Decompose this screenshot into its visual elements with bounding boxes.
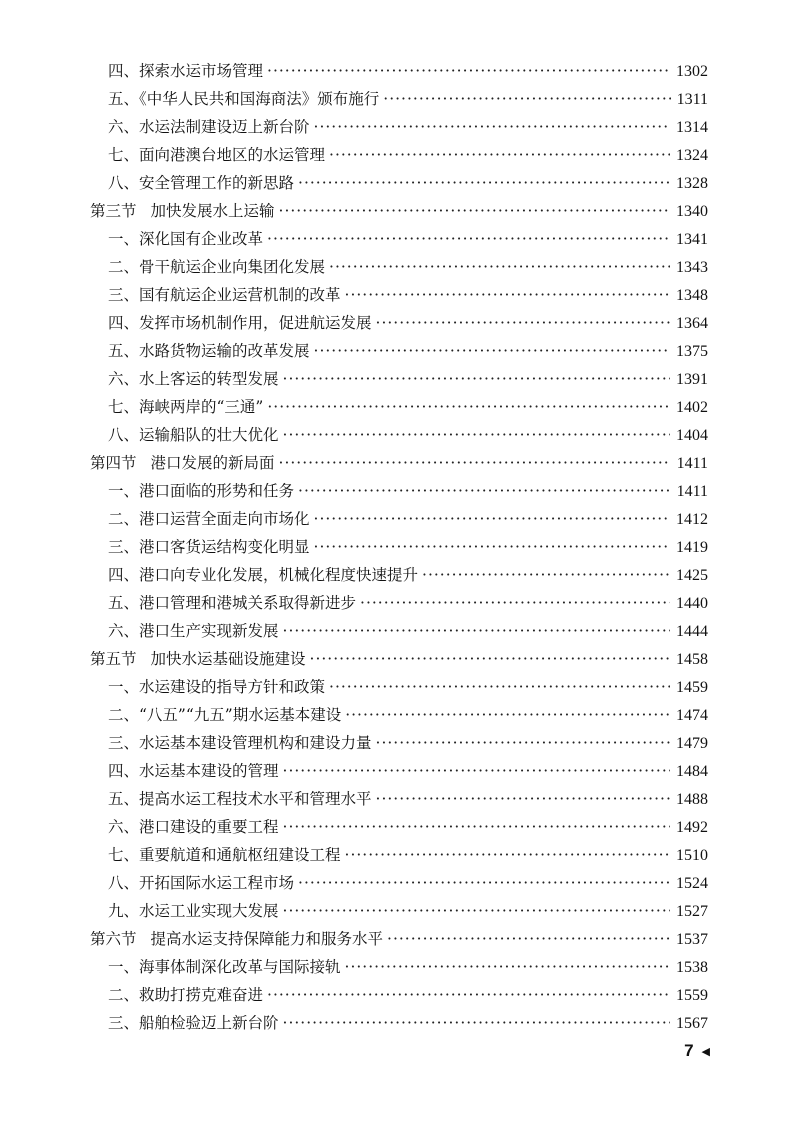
toc-page-number: 1340 (676, 203, 708, 220)
dot-leader (314, 337, 670, 365)
toc-entry-title: 一、水运建设的指导方针和政策 (108, 678, 326, 696)
toc-entry-title: 五、港口管理和港城关系取得新进步 (108, 594, 357, 612)
toc-entry (90, 1009, 708, 1037)
toc-entry (90, 953, 708, 981)
toc-entry-title: 五、提高水运工程技术水平和管理水平 (108, 790, 372, 808)
dot-leader (310, 645, 670, 673)
toc-page-number: 1559 (676, 987, 708, 1004)
dot-leader (376, 785, 670, 813)
toc-page-number: 1324 (676, 147, 708, 164)
toc-page-number: 1459 (676, 679, 708, 696)
dot-leader (279, 197, 670, 225)
toc-section-entry (90, 449, 708, 477)
toc-page-number: 1314 (676, 119, 708, 136)
toc-page-number: 1419 (676, 539, 708, 556)
toc-page-number: 1375 (676, 343, 708, 360)
dot-leader (267, 393, 670, 421)
toc-page-number: 1348 (676, 287, 708, 304)
dot-leader (298, 169, 670, 197)
dot-leader (329, 253, 670, 281)
toc-entry-title: 二、“八五”“九五”期水运基本建设 (108, 706, 342, 724)
toc-entry (90, 57, 708, 85)
dot-leader (360, 589, 670, 617)
toc-page-number: 1411 (676, 483, 708, 500)
toc-page-number: 1537 (676, 931, 708, 948)
dot-leader (329, 141, 670, 169)
toc-entry (90, 309, 708, 337)
toc-page-number: 1328 (676, 175, 708, 192)
toc-entry-title: 四、探索水运市场管理 (108, 62, 264, 80)
toc-page-number: 1524 (676, 875, 708, 892)
toc-section-number: 第五节 (90, 650, 137, 668)
left-triangle-icon: ◀ (701, 1045, 710, 1058)
dot-leader (314, 505, 670, 533)
dot-leader (314, 113, 670, 141)
toc-entry (90, 393, 708, 421)
dot-leader (267, 57, 670, 85)
dot-leader (283, 617, 670, 645)
toc-entry (90, 757, 708, 785)
toc-entry (90, 225, 708, 253)
toc-section-number: 第四节 (90, 454, 137, 472)
toc-entry-title: 一、深化国有企业改革 (108, 230, 264, 248)
toc-entry-title: 三、港口客货运结构变化明显 (108, 538, 310, 556)
dot-leader (383, 85, 670, 113)
dot-leader (329, 673, 670, 701)
toc-page-number: 1474 (676, 707, 708, 724)
toc-page-number: 1458 (676, 651, 708, 668)
toc-entry (90, 253, 708, 281)
toc-entry-title: 四、发挥市场机制作用，促进航运发展 (108, 314, 372, 332)
toc-entry-title: 七、面向港澳台地区的水运管理 (108, 146, 326, 164)
toc-section-entry (90, 645, 708, 673)
dot-leader (283, 365, 670, 393)
dot-leader (345, 841, 670, 869)
toc-entry (90, 729, 708, 757)
toc-page-number: 1479 (676, 735, 708, 752)
page-number: 7 (684, 1041, 694, 1060)
dot-leader (376, 729, 670, 757)
toc-entry-title: 二、救助打捞克难奋进 (108, 986, 264, 1004)
toc-page-number: 1510 (676, 847, 708, 864)
toc-entry-title: 八、开拓国际水运工程市场 (108, 874, 295, 892)
toc-entry-title: 六、港口生产实现新发展 (108, 622, 279, 640)
toc-page-number: 1404 (676, 427, 708, 444)
toc-page-number: 1567 (676, 1015, 708, 1032)
toc-page-number: 1527 (676, 903, 708, 920)
toc-page-number: 1440 (676, 595, 708, 612)
dot-leader (267, 225, 670, 253)
dot-leader (422, 561, 670, 589)
toc-page-number: 1484 (676, 763, 708, 780)
toc-entry-title: 五、水路货物运输的改革发展 (108, 342, 310, 360)
toc-entry-title: 港口发展的新局面 (150, 454, 275, 472)
toc-entry-title: 一、海事体制深化改革与国际接轨 (108, 958, 341, 976)
toc-page-number: 1488 (676, 791, 708, 808)
dot-leader (298, 477, 671, 505)
dot-leader (376, 309, 670, 337)
toc-entry-title: 四、水运基本建设的管理 (108, 762, 279, 780)
toc-entry (90, 141, 708, 169)
toc-entry (90, 169, 708, 197)
toc-entry (90, 421, 708, 449)
toc-entry-title: 三、国有航运企业运营机制的改革 (108, 286, 341, 304)
toc-entry (90, 533, 708, 561)
toc-entry-title: 七、重要航道和通航枢纽建设工程 (108, 846, 341, 864)
toc-page-number: 1364 (676, 315, 708, 332)
toc-entry (90, 505, 708, 533)
toc-section-entry (90, 925, 708, 953)
page-folio (684, 1041, 710, 1061)
toc-page-number: 1411 (676, 455, 708, 472)
dot-leader (314, 533, 670, 561)
dot-leader (345, 281, 670, 309)
toc-entry (90, 337, 708, 365)
toc-entry (90, 981, 708, 1009)
toc-entry (90, 589, 708, 617)
toc-entry (90, 869, 708, 897)
toc-page-number: 1391 (676, 371, 708, 388)
toc-entry (90, 617, 708, 645)
dot-leader (387, 925, 670, 953)
toc-entry-title: 一、港口面临的形势和任务 (108, 482, 295, 500)
toc-entry-title: 四、港口向专业化发展，机械化程度快速提升 (108, 566, 419, 584)
toc-entry-title: 二、骨干航运企业向集团化发展 (108, 258, 326, 276)
toc-section-number: 第六节 (90, 930, 137, 948)
toc-entry-title: 五、《中华人民共和国海商法》颁布施行 (108, 90, 380, 108)
dot-leader (283, 1009, 670, 1037)
toc-entry-title: 九、水运工业实现大发展 (108, 902, 279, 920)
toc-entry-title: 二、港口运营全面走向市场化 (108, 510, 310, 528)
toc-entry (90, 113, 708, 141)
toc-entry (90, 897, 708, 925)
dot-leader (345, 953, 670, 981)
toc-page-number: 1412 (676, 511, 708, 528)
toc-page-number: 1402 (676, 399, 708, 416)
toc-page-number: 1492 (676, 819, 708, 836)
dot-leader (279, 449, 671, 477)
dot-leader (283, 813, 670, 841)
toc-page-number: 1444 (676, 623, 708, 640)
toc-entry (90, 673, 708, 701)
dot-leader (345, 701, 670, 729)
toc-page-number: 1343 (676, 259, 708, 276)
toc-entry (90, 85, 708, 113)
table-of-contents (90, 57, 708, 1037)
toc-entry-title: 八、运输船队的壮大优化 (108, 426, 279, 444)
toc-entry-title: 七、海峡两岸的“三通” (108, 398, 264, 416)
toc-entry-title: 八、安全管理工作的新思路 (108, 174, 295, 192)
toc-page-number: 1311 (676, 91, 708, 108)
dot-leader (283, 421, 670, 449)
toc-section-number: 第三节 (90, 202, 137, 220)
dot-leader (267, 981, 670, 1009)
toc-entry (90, 841, 708, 869)
toc-entry (90, 701, 708, 729)
toc-page-number: 1538 (676, 959, 708, 976)
dot-leader (298, 869, 670, 897)
toc-page-number: 1425 (676, 567, 708, 584)
toc-page-number: 1302 (676, 63, 708, 80)
toc-entry-title: 六、水运法制建设迈上新台阶 (108, 118, 310, 136)
dot-leader (283, 757, 670, 785)
toc-page-number: 1341 (676, 231, 708, 248)
dot-leader (283, 897, 670, 925)
toc-entry-title: 提高水运支持保障能力和服务水平 (150, 930, 384, 948)
toc-section-entry (90, 197, 708, 225)
toc-entry-title: 加快水运基础设施建设 (150, 650, 306, 668)
toc-entry (90, 365, 708, 393)
toc-entry (90, 281, 708, 309)
toc-entry (90, 785, 708, 813)
toc-entry-title: 六、港口建设的重要工程 (108, 818, 279, 836)
toc-entry-title: 三、水运基本建设管理机构和建设力量 (108, 734, 372, 752)
toc-entry-title: 三、船舶检验迈上新台阶 (108, 1014, 279, 1032)
toc-entry-title: 六、水上客运的转型发展 (108, 370, 279, 388)
toc-entry (90, 477, 708, 505)
toc-entry (90, 561, 708, 589)
toc-entry-title: 加快发展水上运输 (150, 202, 275, 220)
toc-entry (90, 813, 708, 841)
